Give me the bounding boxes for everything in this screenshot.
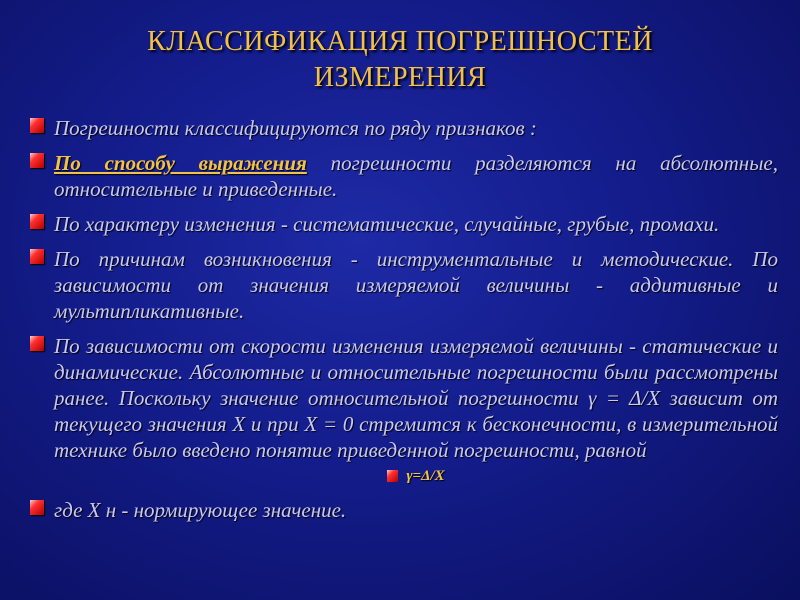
- list-item-text: По характеру изменения - систематические, случайные, грубые, промахи.: [54, 212, 720, 236]
- list-item-rest: погрешности разделяются на абсолютные, относительные и приведенные.: [54, 151, 779, 201]
- list-item: [26, 115, 778, 141]
- formula-text: γ=Δ/Х: [406, 467, 445, 484]
- title-line-1: КЛАССИФИКАЦИЯ ПОГРЕШНОСТЕЙ: [147, 26, 653, 57]
- list-item-text: где X н - нормирующее значение.: [54, 498, 347, 522]
- list-item-text: [54, 150, 778, 202]
- list-item: [26, 333, 778, 463]
- bullet-square-icon: [30, 249, 44, 264]
- bullet-square-icon: [30, 153, 44, 168]
- slide-title: [0, 24, 800, 96]
- list-item-text: Погрешности классифицируются по ряду признаков :: [54, 116, 537, 140]
- list-item-text: По причинам возникновения - инструментальные и методические. По зависимости от значения измеряемой величины - аддитивные и мультипликативные.: [54, 247, 778, 323]
- bullet-square-icon: [30, 118, 44, 133]
- list-item: [26, 150, 778, 202]
- list-item: [26, 246, 778, 324]
- title-line-2: ИЗМЕРЕНИЯ: [313, 62, 487, 93]
- list-item: [26, 211, 778, 237]
- list-item-text: По зависимости от скорости изменения измеряемой величины - статические и динамические. Абсолютные и относительные погрешности были рассмотрены ранее. Поскольку значение относительной погрешности γ = Δ/X зависит от текущего значения X и при X = 0 стремится к бесконечности, в измерительной технике было введено понятие приведенной погрешности, равной: [54, 334, 778, 462]
- bullet-square-icon: [30, 500, 44, 515]
- bullet-square-icon: [387, 470, 398, 482]
- list-item: [26, 497, 778, 523]
- emphasis-text: По способу выражения: [54, 151, 307, 175]
- bullet-square-icon: [30, 336, 44, 351]
- bullet-list: [26, 115, 778, 532]
- formula: [26, 467, 778, 485]
- bullet-square-icon: [30, 214, 44, 229]
